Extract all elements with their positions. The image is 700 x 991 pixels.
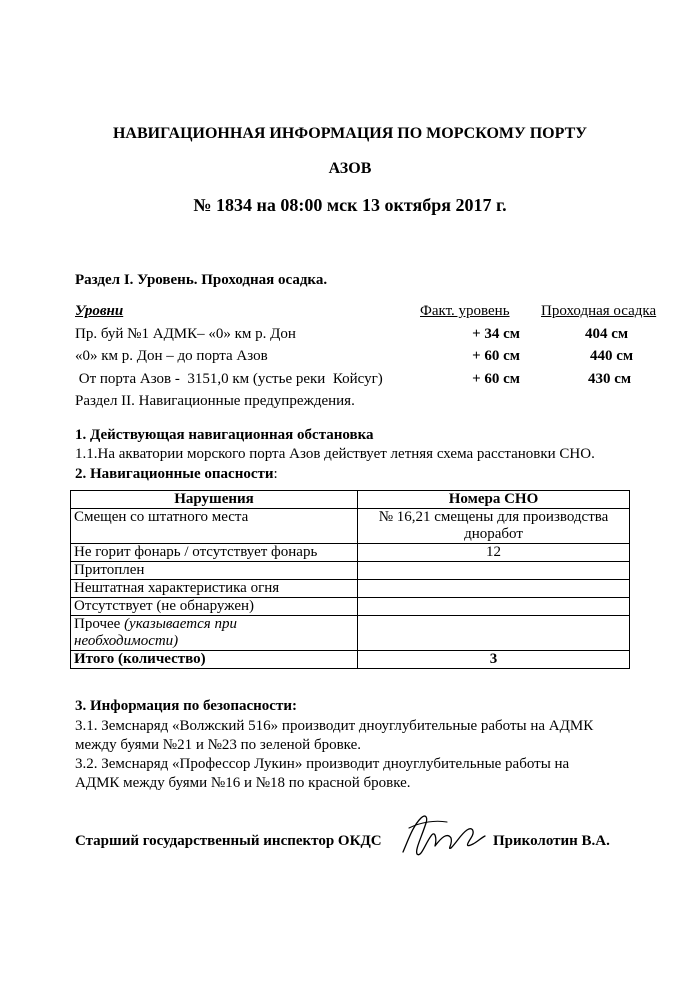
table-header-violations: Нарушения xyxy=(71,491,358,509)
violation-value xyxy=(358,509,630,544)
signer-name: Приколотин В.А. xyxy=(493,833,610,849)
table-total-row xyxy=(71,651,630,669)
safety-info-text: 3.2. Земснаряд «Профессор Лукин» производит дноуглубительные работы на xyxy=(75,756,570,772)
level-row-draft: 430 см xyxy=(588,371,632,387)
document-title: НАВИГАЦИОННАЯ ИНФОРМАЦИЯ ПО МОРСКОМУ ПОРТУ xyxy=(112,125,587,142)
level-row-name: От порта Азов - 3151,0 км (устье реки Койсуг) xyxy=(75,371,383,387)
hazards-heading-colon: : xyxy=(273,466,278,482)
table-row xyxy=(71,616,630,651)
safety-info-text: АДМК между буями №16 и №18 по красной бровке. xyxy=(75,775,411,791)
table-row xyxy=(71,598,630,616)
hazards-heading-text: 2. Навигационные опасности xyxy=(75,466,274,482)
violation-label: Притоплен xyxy=(71,562,358,580)
violation-value xyxy=(358,562,630,580)
other-note: необходимости) xyxy=(74,633,179,649)
handwritten-signature xyxy=(395,808,490,863)
fact-level-column-header: Факт. уровень xyxy=(420,303,510,319)
table-row xyxy=(71,544,630,562)
level-row-name: «0» км р. Дон – до порта Азов xyxy=(75,348,268,364)
port-name: АЗОВ xyxy=(328,160,372,177)
level-row-fact: + 60 см xyxy=(472,371,520,387)
other-note: (указывается при xyxy=(124,616,237,632)
violation-label: Не горит фонарь / отсутствует фонарь xyxy=(71,544,358,562)
table-header-row xyxy=(71,491,630,509)
violation-label: Нештатная характеристика огня xyxy=(71,580,358,598)
violation-value: 12 xyxy=(358,544,630,562)
violation-value-line: дноработ xyxy=(464,526,523,542)
total-label: Итого (количество) xyxy=(71,651,358,669)
levels-column-header: Уровни xyxy=(75,303,124,319)
level-row-name: Пр. буй №1 АДМК– «0» км р. Дон xyxy=(75,326,296,342)
level-row-fact: + 60 см xyxy=(472,348,520,364)
current-situation-text: 1.1.На акватории морского порта Азов действует летняя схема расстановки СНО. xyxy=(75,446,595,462)
level-row-fact: + 34 см xyxy=(472,326,520,342)
other-label: Прочее xyxy=(74,616,125,632)
safety-info-text: 3.1. Земснаряд «Волжский 516» производит дноуглубительные работы на АДМК xyxy=(75,718,594,734)
safety-info-text: между буями №21 и №23 по зеленой бровке. xyxy=(75,737,361,753)
table-row xyxy=(71,562,630,580)
table-row xyxy=(71,509,630,544)
violation-label-other xyxy=(71,616,358,651)
total-value: 3 xyxy=(358,651,630,669)
current-situation-heading: 1. Действующая навигационная обстановка xyxy=(75,427,374,443)
safety-info-heading: 3. Информация по безопасности: xyxy=(75,698,297,714)
violations-table xyxy=(70,490,630,669)
issue-line: № 1834 на 08:00 мск 13 октября 2017 г. xyxy=(193,195,507,215)
level-row-draft: 404 см xyxy=(585,326,629,342)
level-row-draft: 440 см xyxy=(590,348,634,364)
violation-label: Отсутствует (не обнаружен) xyxy=(71,598,358,616)
section1-title: Раздел I. Уровень. Проходная осадка. xyxy=(75,272,328,288)
violation-value xyxy=(358,616,630,651)
section2-title: Раздел II. Навигационные предупреждения. xyxy=(75,393,355,409)
hazards-heading xyxy=(75,466,278,483)
table-header-buoy-numbers: Номера СНО xyxy=(358,491,630,509)
draft-column-header: Проходная осадка xyxy=(541,303,657,319)
violation-value xyxy=(358,598,630,616)
violation-value xyxy=(358,580,630,598)
violation-label: Смещен со штатного места xyxy=(71,509,358,544)
violation-value-line: № 16,21 смещены для производства xyxy=(378,509,609,525)
signer-position: Старший государственный инспектор ОКДС xyxy=(75,833,382,849)
table-row xyxy=(71,580,630,598)
